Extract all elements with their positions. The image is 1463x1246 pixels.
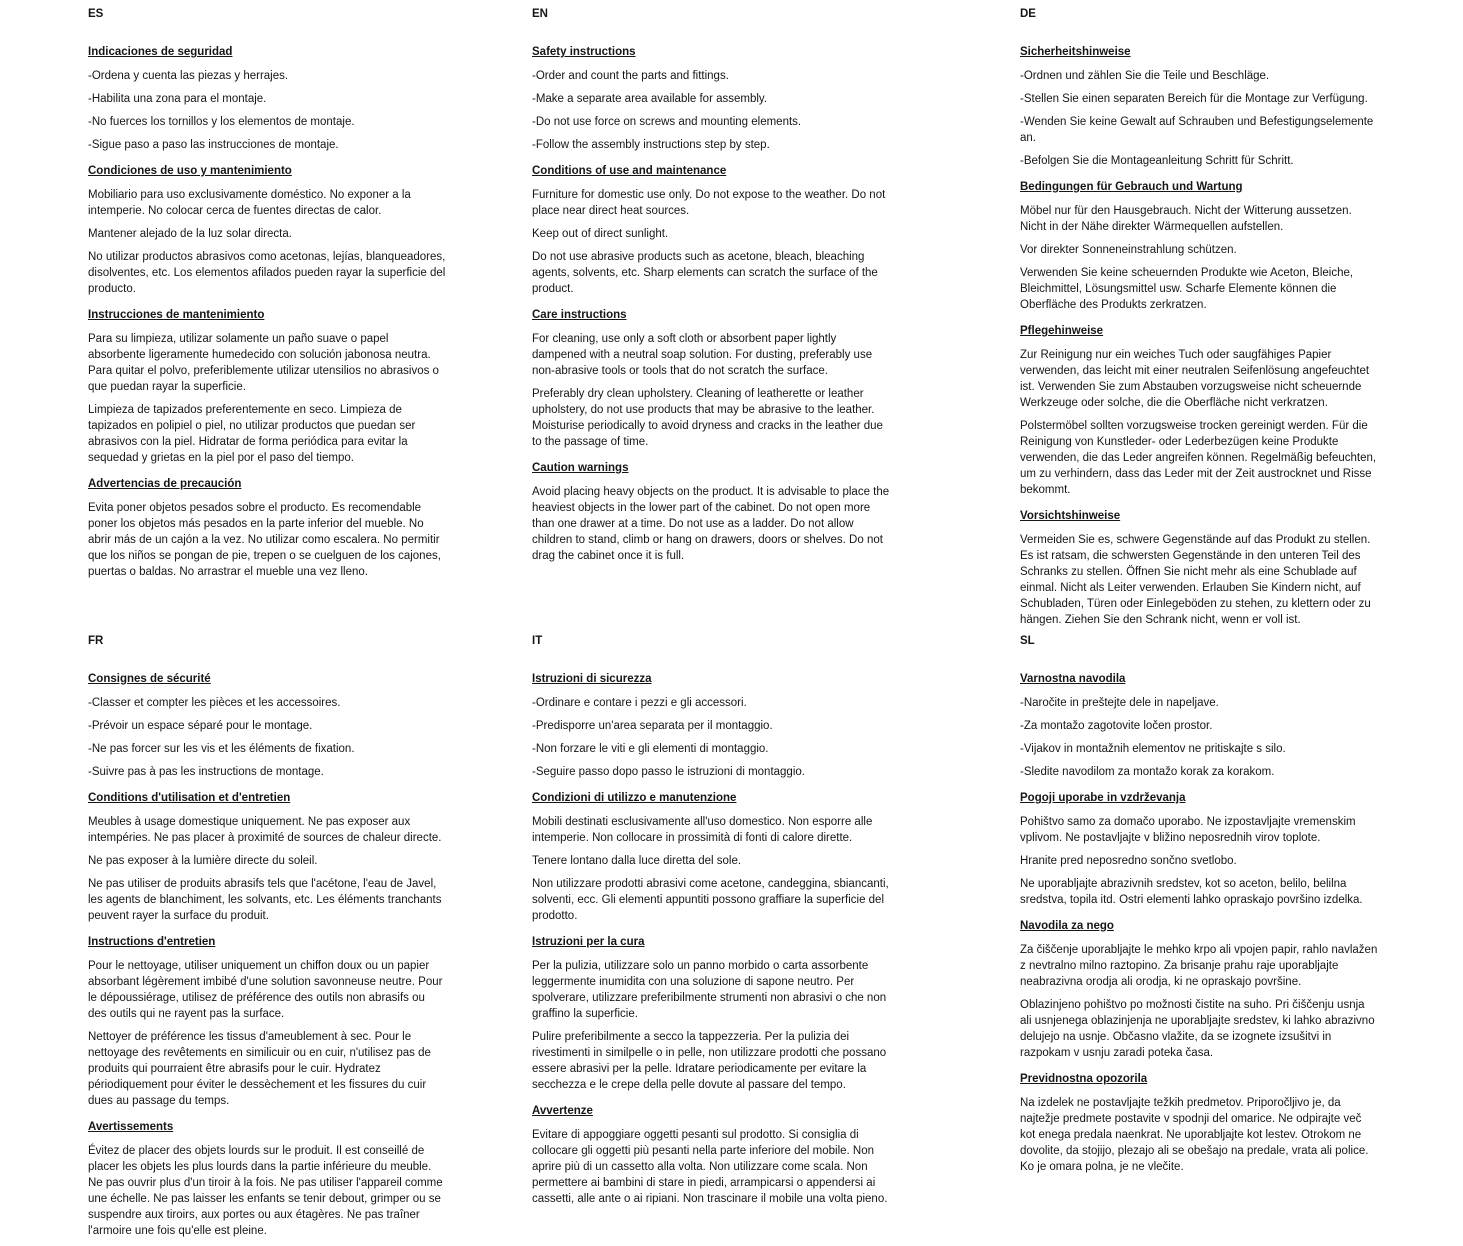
paragraph: Mantener alejado de la luz solar directa. xyxy=(88,228,292,240)
paragraph: Per la pulizia, utilizzare solo un panno morbido o carta assorbente leggermente inumidita con una soluzione di sapone neutro. Per spolverare, utilizzare preferibilmente strumenti non abrasivi o che non graffino la superficie. xyxy=(532,960,887,1020)
section-heading: Varnostna navodila xyxy=(1020,673,1126,685)
language-code: ES xyxy=(88,8,104,20)
section-heading: Istruzioni di sicurezza xyxy=(532,673,652,685)
paragraph: Pohištvo samo za domačo uporabo. Ne izpostavljajte vremenskim vplivom. Ne postavljajte v bližino neposrednih virov toplote. xyxy=(1020,816,1356,844)
paragraph: Preferably dry clean upholstery. Cleaning of leatherette or leather upholstery, do not use products that may be abrasive to the leather. Moisturise periodically to avoid dryness and cracks in the leather due to the passage of time. xyxy=(532,388,883,448)
language-code: EN xyxy=(532,8,548,20)
paragraph: -Non forzare le viti e gli elementi di montaggio. xyxy=(532,743,769,755)
section-heading: Conditions of use and maintenance xyxy=(532,165,727,177)
section-heading: Pogoji uporabe in vzdrževanja xyxy=(1020,792,1186,804)
paragraph: -Classer et compter les pièces et les accessoires. xyxy=(88,697,341,709)
section-heading: Consignes de sécurité xyxy=(88,673,211,685)
paragraph: -Wenden Sie keine Gewalt auf Schrauben und Befestigungselemente an. xyxy=(1020,116,1374,144)
paragraph: Evitare di appoggiare oggetti pesanti sul prodotto. Si consiglia di collocare gli oggetti più pesanti nella parte inferiore del mobile. Non aprire più di un cassetto alla volta. Non utilizzare come scala. Non permettere ai bambini di stare in piedi, arrampicarsi o appendersi ai cassetti, alle ante o ai ripiani. Non trascinare il mobile una volta pieno. xyxy=(532,1129,888,1205)
paragraph: Hranite pred neposredno sončno svetlobo. xyxy=(1020,855,1237,867)
paragraph: Za čiščenje uporabljajte le mehko krpo ali vpojen papir, rahlo navlažen z nevtralno milno raztopino. Za brisanje prahu raje uporabljajte neabrazivna orodja ali orodja, ki ne opraskajo površine. xyxy=(1020,944,1378,988)
paragraph: -Ordinare e contare i pezzi e gli accessori. xyxy=(532,697,747,709)
language-code: FR xyxy=(88,635,104,647)
lang-block-de xyxy=(1020,8,1378,635)
paragraph: -Ordena y cuenta las piezas y herrajes. xyxy=(88,70,289,82)
section-heading: Instrucciones de mantenimiento xyxy=(88,309,265,321)
section-heading: Vorsichtshinweise xyxy=(1020,510,1121,522)
paragraph: Keep out of direct sunlight. xyxy=(532,228,669,240)
paragraph: Tenere lontano dalla luce diretta del sole. xyxy=(532,855,742,867)
paragraph: Limpieza de tapizados preferentemente en seco. Limpieza de tapizados en polipiel o piel, no utilizar productos que puedan ser abrasivos con la piel. Hidratar de forma periódica para evitar la sequedad y grietas en la piel por el paso del tiempo. xyxy=(88,404,416,464)
paragraph: Pulire preferibilmente a secco la tappezzeria. Per la pulizia dei rivestimenti in similpelle o in pelle, non utilizzare prodotti che possano essere abrasivi per la pelle. Idratare periodicamente per evitare la secchezza e le crepe della pelle dovute al passare del tempo. xyxy=(532,1031,887,1091)
paragraph: -Sledite navodilom za montažo korak za korakom. xyxy=(1020,766,1275,778)
language-row-top xyxy=(0,8,1463,635)
paragraph: Oblazinjeno pohištvo po možnosti čistite na suho. Pri čiščenju usnja ali usnjenega oblazinjenja ne uporabljajte sredstev, ki lahko abrazivno delujejo na usnje. Občasno vlažite, da se izognete izsušitvi in razpokam v usnju zaradi poteka časa. xyxy=(1020,999,1375,1059)
paragraph: -Predisporre un'area separata per il montaggio. xyxy=(532,720,773,732)
paragraph: Furniture for domestic use only. Do not expose to the weather. Do not place near direct heat sources. xyxy=(532,189,886,217)
section-heading: Safety instructions xyxy=(532,46,636,58)
lang-block-es xyxy=(88,8,446,587)
paragraph: -Ordnen und zählen Sie die Teile und Beschläge. xyxy=(1020,70,1270,82)
paragraph: -No fuerces los tornillos y los elementos de montaje. xyxy=(88,116,355,128)
paragraph: -Vijakov in montažnih elementov ne pritiskajte s silo. xyxy=(1020,743,1286,755)
paragraph: -Order and count the parts and fittings. xyxy=(532,70,729,82)
paragraph: -Follow the assembly instructions step by step. xyxy=(532,139,770,151)
section-heading: Avertissements xyxy=(88,1121,174,1133)
paragraph: -Naročite in preštejte dele in napeljave. xyxy=(1020,697,1219,709)
paragraph: -Make a separate area available for assembly. xyxy=(532,93,768,105)
paragraph: -Suivre pas à pas les instructions de montage. xyxy=(88,766,324,778)
section-heading: Avvertenze xyxy=(532,1105,593,1117)
paragraph: Meubles à usage domestique uniquement. Ne pas exposer aux intempéries. Ne pas placer à proximité de sources de chaleur directe. xyxy=(88,816,442,844)
section-heading: Condiciones de uso y mantenimiento xyxy=(88,165,292,177)
section-heading: Care instructions xyxy=(532,309,627,321)
paragraph: No utilizar productos abrasivos como acetonas, lejías, blanqueadores, disolventes, etc. Los elementos afilados pueden rayar la superficie del producto. xyxy=(88,251,446,295)
paragraph: Zur Reinigung nur ein weiches Tuch oder saugfähiges Papier verwenden, das leicht mit einer neutralen Seifenlösung angefeuchtet ist. Verwenden Sie zum Abstauben vorzugsweise nicht scheuernde Werkzeuge oder solche, die die Oberfläche nicht verkratzen. xyxy=(1020,349,1370,409)
section-heading: Istruzioni per la cura xyxy=(532,936,645,948)
language-code: SL xyxy=(1020,635,1035,647)
paragraph: -Seguire passo dopo passo le istruzioni di montaggio. xyxy=(532,766,805,778)
paragraph: -Sigue paso a paso las instrucciones de montaje. xyxy=(88,139,339,151)
paragraph: -Za montažo zagotovite ločen prostor. xyxy=(1020,720,1213,732)
section-heading: Sicherheitshinweise xyxy=(1020,46,1131,58)
paragraph: Do not use abrasive products such as acetone, bleach, bleaching agents, solvents, etc. Sharp elements can scratch the surface of the product. xyxy=(532,251,878,295)
language-code: IT xyxy=(532,635,543,647)
paragraph: -Ne pas forcer sur les vis et les éléments de fixation. xyxy=(88,743,355,755)
paragraph: -Do not use force on screws and mounting elements. xyxy=(532,116,802,128)
paragraph: Ne pas utiliser de produits abrasifs tels que l'acétone, l'eau de Javel, les agents de blanchiment, les solvants, etc. Les éléments tranchants peuvent rayer la surface du produit. xyxy=(88,878,442,922)
section-heading: Conditions d'utilisation et d'entretien xyxy=(88,792,291,804)
paragraph: Para su limpieza, utilizar solamente un paño suave o papel absorbente ligeramente humedecido con solución jabonosa neutra. Para quitar el polvo, preferiblemente utilizar utensilios no abrasivos o que puedan rayar la superficie. xyxy=(88,333,439,393)
lang-block-en xyxy=(532,8,890,571)
section-heading: Advertencias de precaución xyxy=(88,478,242,490)
lang-block-sl xyxy=(1020,635,1378,1182)
section-heading: Previdnostna opozorila xyxy=(1020,1073,1148,1085)
paragraph: Verwenden Sie keine scheuernden Produkte wie Aceton, Bleiche, Bleichmittel, Lösungsmittel usw. Scharfe Elemente können die Oberfläche des Produkts zerkratzen. xyxy=(1020,267,1354,311)
lang-block-it xyxy=(532,635,890,1214)
language-row-bottom xyxy=(0,635,1463,1246)
section-heading: Navodila za nego xyxy=(1020,920,1114,932)
section-heading: Caution warnings xyxy=(532,462,629,474)
paragraph: -Stellen Sie einen separaten Bereich für die Montage zur Verfügung. xyxy=(1020,93,1368,105)
paragraph: -Habilita una zona para el montaje. xyxy=(88,93,267,105)
section-heading: Pflegehinweise xyxy=(1020,325,1104,337)
paragraph: Non utilizzare prodotti abrasivi come acetone, candeggina, sbiancanti, solventi, ecc. Gli elementi appuntiti possono graffiare la superficie del prodotto. xyxy=(532,878,889,922)
paragraph: Vermeiden Sie es, schwere Gegenstände auf das Produkt zu stellen. Es ist ratsam, die schwersten Gegenstände in den unteren Teil des Schranks zu stellen. Öffnen Sie nicht mehr als eine Schublade auf einmal. Nicht als Leiter verwenden. Erlauben Sie Kindern nicht, auf Schubladen, Türen oder Einlegeböden zu stehen, zu klettern oder zu hängen. Ziehen Sie den Schrank nicht, wenn er voll ist. xyxy=(1020,534,1371,626)
paragraph: Evita poner objetos pesados sobre el producto. Es recomendable poner los objetos más pesados en la parte inferior del mueble. No abrir más de un cajón a la vez. No utilizar como escalera. No permitir que los niños se pongan de pie, trepen o se cuelguen de los cajones, puertas o baldas. No arrastrar el mueble una vez lleno. xyxy=(88,502,441,578)
paragraph: Nettoyer de préférence les tissus d'ameublement à sec. Pour le nettoyage des revêtements en similicuir ou en cuir, n'utilisez pas de produits qui pourraient être abrasifs pour le cuir. Hydratez périodiquement pour éviter le dessèchement et les fissures du cuir dues au passage du temps. xyxy=(88,1031,431,1107)
section-heading: Indicaciones de seguridad xyxy=(88,46,233,58)
paragraph: Mobiliario para uso exclusivamente doméstico. No exponer a la intemperie. No colocar cerca de fuentes directas de calor. xyxy=(88,189,411,217)
lang-block-fr xyxy=(88,635,446,1246)
paragraph: Évitez de placer des objets lourds sur le produit. Il est conseillé de placer les objets les plus lourds dans la partie inférieure du meuble. Ne pas ouvrir plus d'un tiroir à la fois. Ne pas utiliser l'appareil comme une échelle. Ne pas laisser les enfants se tenir debout, grimper ou se suspendre aux tiroirs, aux portes ou aux étagères. Ne pas traîner l'armoire une fois qu'elle est pleine. xyxy=(88,1145,443,1237)
section-heading: Condizioni di utilizzo e manutenzione xyxy=(532,792,737,804)
paragraph: Na izdelek ne postavljajte težkih predmetov. Priporočljivo je, da najtežje predmete postavite v spodnji del omarice. Ne odpirajte več kot enega predala naenkrat. Ne uporabljajte kot lestev. Otrokom ne dovolite, da stojijo, plezajo ali se obešajo na predale, vrata ali police. Ko je omara polna, je ne vlečite. xyxy=(1020,1097,1369,1173)
paragraph: -Prévoir un espace séparé pour le montage. xyxy=(88,720,313,732)
paragraph: -Befolgen Sie die Montageanleitung Schritt für Schritt. xyxy=(1020,155,1294,167)
paragraph: Mobili destinati esclusivamente all'uso domestico. Non esporre alle intemperie. Non collocare in prossimità di fonti di calore dirette. xyxy=(532,816,873,844)
paragraph: For cleaning, use only a soft cloth or absorbent paper lightly dampened with a neutral soap solution. For dusting, preferably use non-abrasive tools or tools that do not scratch the surface. xyxy=(532,333,873,377)
paragraph: Avoid placing heavy objects on the product. It is advisable to place the heaviest objects in the lower part of the cabinet. Do not open more than one drawer at a time. Do not use as a ladder. Do not allow children to stand, climb or hang on drawers, doors or shelves. Do not drag the cabinet once it is full. xyxy=(532,486,890,562)
section-heading: Instructions d'entretien xyxy=(88,936,216,948)
language-code: DE xyxy=(1020,8,1036,20)
paragraph: Möbel nur für den Hausgebrauch. Nicht der Witterung aussetzen. Nicht in der Nähe direkter Wärmequellen aufstellen. xyxy=(1020,205,1352,233)
paragraph: Ne uporabljajte abrazivnih sredstev, kot so aceton, belilo, belilna sredstva, topila itd. Ostri elementi lahko opraskajo površino izdelka. xyxy=(1020,878,1363,906)
paragraph: Ne pas exposer à la lumière directe du soleil. xyxy=(88,855,318,867)
paragraph: Polstermöbel sollten vorzugsweise trocken gereinigt werden. Für die Reinigung von Kunstleder- oder Lederbezügen keine Produkte verwenden, die das Leder angreifen können. Regelmäßig befeuchten, um zu verhindern, dass das Leder mit der Zeit austrocknet und Risse bekommt. xyxy=(1020,420,1377,496)
paragraph: Pour le nettoyage, utiliser uniquement un chiffon doux ou un papier absorbant légèrement imbibé d'une solution savonneuse neutre. Pour le dépoussiérage, utilisez de préférence des outils non abrasifs ou des outils qui ne rayent pas la surface. xyxy=(88,960,443,1020)
section-heading: Bedingungen für Gebrauch und Wartung xyxy=(1020,181,1243,193)
paragraph: Vor direkter Sonneneinstrahlung schützen. xyxy=(1020,244,1237,256)
